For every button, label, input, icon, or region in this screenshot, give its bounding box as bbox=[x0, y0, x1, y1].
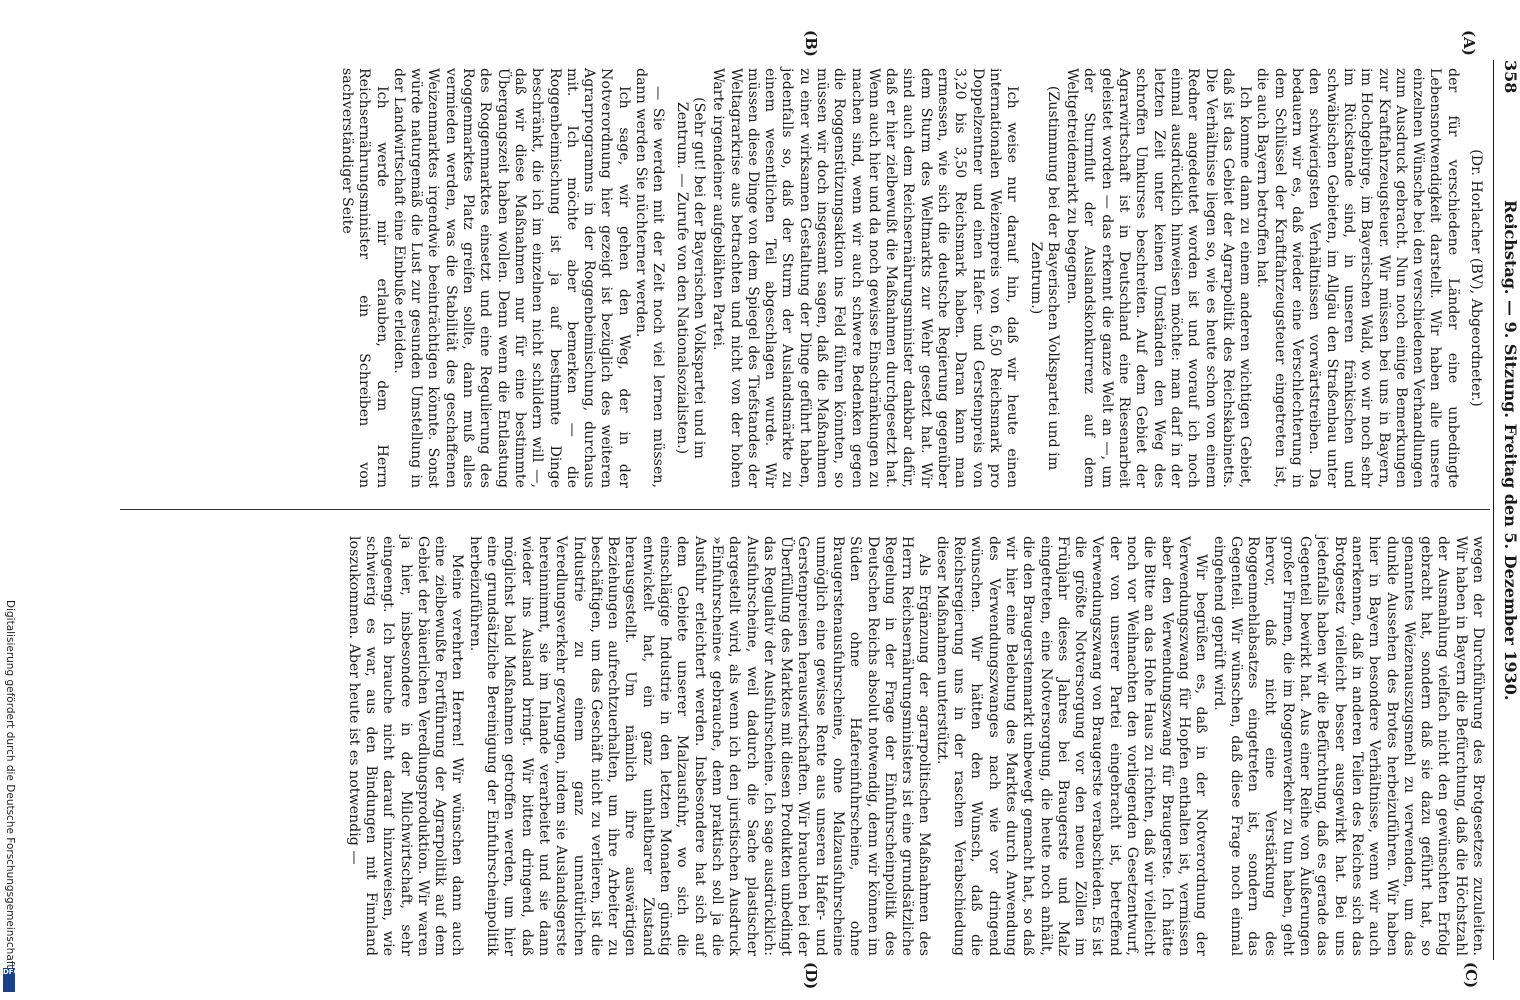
paragraph: Ich komme dann zu einem anderen wichtigen Gebiet, daß ist das Gebiet der Agrarpolitik des Reichskabinetts. Die Verhältnisse liegen so, wie es heute schon von einem Redner angedeutet worden ist und worauf ich noch einmal ausdrücklich hinweisen möchte: man darf in der letzten Zeit unter keinen Umständen den Weg des schroffen Umkurses beschreiten. Auf dem Gebiet der Agrarwirtschaft ist in Deutschland eine Riesenarbeit geleistet worden — das erkennt die ganze Welt an —, um der Sturmflut der Auslandskonkurrenz auf dem Weltgetreidemarkt zu begegnen. bbox=[1064, 68, 1254, 488]
page-header bbox=[1496, 60, 1520, 960]
rotated-newspaper-page bbox=[110, 30, 1520, 990]
margin-marker-b: (B) bbox=[802, 30, 820, 57]
paragraph: Als Ergänzung der agrarpolitischen Maßnahmen des Herrn Reichsernährungsministers ist eine grundsätzliche Regelung in der Frage der Einfuhrscheinpolitik des Deutschen Reichs absolut notwendig, denn wir können im Süden ohne Hafereinfuhrscheine, ohne Braugerstenausfuhrscheine, ohne Malzausfuhrscheine unmöglich eine gewisse Rente aus unseren Hafer- und Gerstenpreisen herauswirtschaften. Wir brauchen bei der Überfüllung des Marktes mit diesen Produkten unbedingt das Regulativ der Ausfuhrscheine. Ich sage ausdrücklich: Ausfuhrscheine, weil dadurch die Sache plastischer dargestellt wird, als wenn ich den juristischen Ausdruck »Einfuhrscheine« gebrauche, denn praktisch soll ja die Ausfuhr erleichtert werden. Insbesondere hat sich auf dem Gebiete unserer Malzausfuhr, wo sich die einschlägige Industrie in den letzten Monaten günstig entwickelt hat, ein ganz unhaltbarer Zustand herausgestellt. Um nämlich ihre auswärtigen Beziehungen aufrechtzuerhalten, um ihre Arbeiter zu beschäftigen, um das Geschäft nicht zu verlieren, ist die Industrie zu einem ganz unnatürlichen Veredlungsverkehr gezwungen, indem sie Auslandsgerste hereinnimmt, sie im Inlande verarbeitet und sie dann wieder ins Ausland bringt. Wir bitten dringend, daß möglichst bald Maßnahmen getroffen werden, um hier eine grundsätzliche Bereinigung der Einfuhrscheinpolitik herbeizuführen. bbox=[466, 536, 933, 956]
dfg-logo: DFG bbox=[3, 968, 15, 992]
column-divider bbox=[120, 509, 1490, 510]
paragraph: Wir begrüßen es, daß in der Notverordnung der Verwendungszwang für Hopfen enthalten ist, vermissen aber den Verwendungszwang für Braugerste. Ich hätte die Bitte an das Hohe Haus zu richten, daß wir vielleicht noch vor Weihnachten den vorliegenden Gesetzentwurf, der von unserer Partei eingebracht ist, betreffend Verwendungszwang von Braugerste verabschieden. Es ist die größte Notversorgung vor den neuen Zöllen im Frühjahr dieses Jahres bei Braugerste und Malz eingetreten, eine Notversorgung, die heute noch anhält, die den Braugerstenmarkt unbewegt gemacht hat, so daß wir hier eine Belebung des Marktes durch Anwendung des Verwendungszwanges nach wie vor dringend wünschen. Wir hätten den Wunsch, daß die Reichsregierung uns in der raschen Verabschiedung dieser Maßnahmen unterstützt. bbox=[933, 536, 1210, 956]
left-text-column bbox=[126, 68, 1486, 488]
footer-credit-text: Digitalisierung gefördert durch die Deutsche Forschungsgemeinschaft bbox=[4, 600, 16, 969]
interjection: (Zustimmung bei der Bayerischen Volkspartei und im Zentrum.) bbox=[1027, 85, 1061, 471]
paragraph: Ich weise nur darauf hin, daß wir heute einen internationalen Weizenpreis von 6,50 Reichsmark pro Doppelzentner und einen Hafer- und Gerstenpreis von 3,20 bis 3,50 Reichsmark haben. Daran kann man ermessen, wie sich die deutsche Regierung gegenüber dem Sturm des Weltmarkts zur Wehr gesetzt hat. Wir sind auch dem Reichsernährungsminister dankbar dafür, daß er hier zielbewußt die Maßnahmen durchgesetzt hat. Wenn auch hier und da noch gewisse Einschränkungen zu machen sind, wenn wir auch schwere Bedenken gegen die Roggenstützungsaktion ins Feld führen könnten, so müssen wir doch insgesamt sagen, daß die Maßnahmen zu einer wirksamen Gestaltung der Dinge geführt haben, jedenfalls so, daß der Sturm der Auslandsmärkte zu einem wesentlichen Teil abgeschlagen wurde. Wir müssen diese Dinge von dem Spiegel des Tiefstandes der Weltagrarkrise aus betrachten und nicht von der hohen Warte irgendeiner aufgeblähten Partei. bbox=[710, 68, 1021, 488]
digitization-footer bbox=[2, 600, 18, 996]
page-title: Reichstag. — 9. Sitzung. Freitag den 5. Dezember 1930. bbox=[1501, 200, 1520, 701]
interjection: (Sehr gut! bei der Bayerischen Volkspartei und im Zentrum. — Zurufe von den Nationalsozialisten.) bbox=[673, 97, 707, 459]
paragraph: der für verschiedene Länder eine unbedingte Lebensnotwendigkeit darstellt. Wir haben alle unsere einzelnen Wünsche bei den verschiedenen Verhandlungen zum Ausdruck gebracht. Nun noch einige Bemerkungen zur Kraftfahrzeugsteuer. Wir müssen bei uns in Bayern, im Hochgebirge, im Bayerischen Wald, wo wir noch sehr im Rückstande sind, in unseren fränkischen und schwäbischen Gebieten, im Allgäu den Straßenbau unter den schwierigsten Verhältnissen vorwärtstreiben. Da bedauern wir es, daß wieder eine Verschlechterung in dem Schlüssel der Kraftfahrzeugsteuer eingetreten ist, die auch Bayern betroffen hat. bbox=[1254, 68, 1461, 488]
paragraph: wegen der Durchführung des Brotgesetzes zuzuleiten. Wir haben in Bayern die Befürchtung, daß die Höchstzahl der Ausmahlung vielfach nicht den gewünschten Erfolg gebracht hat, sondern daß sie dazu geführt hat, so genanntes Weizenauszugsmehl zu verwenden, um das dunkle Aussehen des Brotes herbeizuführen. Wir haben hier in Bayern besondere Verhältnisse, wenn wir auch anerkennen, daß in anderen Teilen des Reiches sich das Brotgesetz vielleicht besser ausgewirkt hat. Bei uns jedenfalls haben wir die Befürchtung, daß es gerade das Gegenteil bewirkt hat. Aus einer Reihe von Äußerungen großer Firmen, die im Roggenverkehr zu tun haben, geht hervor, daß nicht eine Verstärkung des Roggenmehlabsatzes eingetreten ist, sondern das Gegenteil. Wir wünschen, daß diese Frage noch einmal eingehend geprüft wird. bbox=[1210, 536, 1486, 956]
paragraph: Ich sage, wir gehen den Weg, der in der Notverordnung hier gezeigt ist bezüglich des weiteren Agrarprogramms in der Roggenbeimischung, durchaus mit. Ich möchte aber bemerken — die Roggenbeimischung ist ja auf bestimmte Dinge beschränkt, die ich im einzelnen nicht schildern will —, daß wir diese Maßnahmen nur für eine bestimmte Übergangszeit haben wollen. Denn wenn die Entlastung des Roggenmarktes einsetzt und eine Regulierung des Roggenmarktes Platz greifen sollte, dann muß alles vermieden werden, was die Stabilität des geschaffenen Weizenmarktes irgendwie beeinträchtigen könnte. Sonst würde naturgemäß die Lust zur gesunden Umstellung in der Landwirtschaft eine Einbuße erleiden. bbox=[390, 68, 632, 488]
margin-marker-c: (C) bbox=[1462, 962, 1480, 989]
paragraph: — Sie werden mit der Zeit noch viel lernen müssen, dann werden Sie nüchterner werden. bbox=[633, 68, 667, 488]
right-text-column bbox=[126, 536, 1486, 956]
margin-marker-d: (D) bbox=[802, 962, 820, 990]
header-rule bbox=[1493, 60, 1494, 960]
page-number: 358 bbox=[1501, 60, 1520, 94]
paragraph: Ich werde mir erlauben, dem Herrn Reichsernährungsminister ein Schreiben von sachverständiger Seite bbox=[339, 68, 390, 488]
margin-marker-a: (A) bbox=[1460, 30, 1478, 56]
paragraph: Meine verehrten Herren! Wir wünschen dann auch eine zielbewußte Fortführung der Agrarpolitik auf dem Gebiet der bäuerlichen Veredlungsproduktion. Wir waren ja hier, insbesondere in der Milchwirtschaft, sehr eingeengt. Ich brauche nicht darauf hinzuweisen, wie schwierig es war, aus den Bindungen mit Finnland loszukommen. Aber heute ist es notwendig — bbox=[345, 536, 466, 956]
speaker-line: (Dr. Horlacher (BV), Abgeordneter.) bbox=[1468, 149, 1484, 407]
